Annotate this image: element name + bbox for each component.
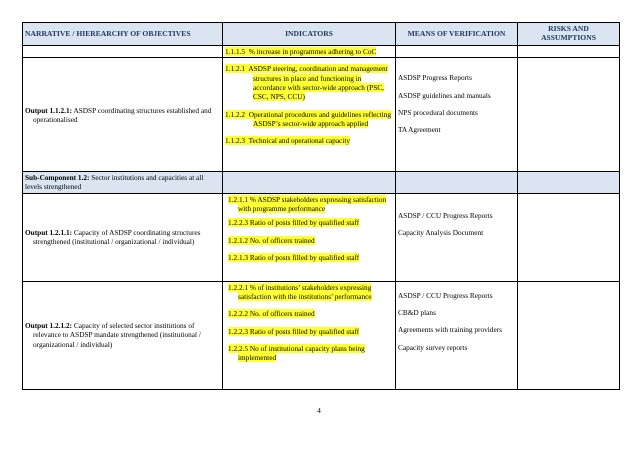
indicator-item: 1.2.2.5 No of institutional capacity plans being implemented	[228, 343, 365, 363]
indicator-item: 1.1.1.5 % increase in programmes adhering to CoC	[225, 47, 377, 56]
indicator-item: 1.1.2.2 Operational procedures and guidelines reflecting ASDSP’s sector-wide approach applied	[225, 109, 391, 128]
means-item: Capacity Analysis Document	[398, 227, 484, 237]
page-number: 4	[317, 406, 321, 415]
means-item: ASDSP guidelines and manuals	[398, 90, 491, 100]
indicator-item: 1.2.2.2 No. of officers trained	[228, 309, 315, 319]
output-text: Output 1.2.1.1: Capacity of ASDSP coordinating structures strengthened (institutional / organizational / individual)	[25, 227, 201, 247]
narrative-cell	[23, 281, 223, 389]
means-item: CB&D plans	[398, 307, 436, 317]
means-cell	[396, 46, 518, 58]
subcomponent-cell: Sub-Component 1.2: Sector institutions and capacities at all levels strengthened	[23, 172, 223, 193]
means-cell	[396, 193, 518, 281]
means-item: TA Agreement	[398, 125, 441, 135]
table-row	[23, 193, 620, 281]
indicator-item: 1.2.2.3 Ratio of posts filled by qualified staff	[228, 326, 360, 336]
indicators-cell	[223, 46, 396, 58]
risks-cell	[518, 193, 620, 281]
indicator-item: 1.2.1.2 No. of officers trained	[228, 235, 315, 245]
means-item: ASDSP Progress Reports	[398, 73, 472, 83]
indicators-cell	[223, 281, 396, 389]
header-narrative: NARRATIVE / HIEREARCHY OF OBJECTIVES	[23, 23, 223, 46]
header-indicators: INDICATORS	[223, 23, 396, 46]
indicator-item: 1.1.2.3 Technical and operational capacity	[225, 136, 350, 146]
indicator-item: 1.2.1.1 % ASDSP stakeholders expressing satisfaction with programme performance	[228, 194, 387, 213]
logframe-table	[22, 22, 620, 390]
means-item: ASDSP / CCU Progress Reports	[398, 290, 493, 300]
means-cell	[396, 281, 518, 389]
document-page	[22, 22, 619, 390]
header-risks: RISKS AND ASSUMPTIONS	[518, 23, 620, 46]
risks-cell	[518, 46, 620, 58]
narrative-cell	[23, 46, 223, 58]
risks-cell	[518, 281, 620, 389]
means-item: ASDSP / CCU Progress Reports	[398, 210, 493, 220]
indicator-item: 1.1.2.1 ASDSP steering, coordination and management structures in place and functioning in accordance with sector-wide approach (PSC, CSC, NPS, CCU)	[225, 64, 388, 102]
header-row	[23, 23, 620, 46]
table-row	[23, 46, 620, 58]
subcomponent-row	[23, 172, 620, 193]
indicator-item: 1.2.2.1 % of institutions’ stakeholders expressing satisfaction with the institutions’ performance	[228, 282, 372, 301]
table-row	[23, 58, 620, 172]
indicators-cell	[223, 58, 396, 172]
means-item: NPS procedural documents	[398, 107, 478, 117]
table-row	[23, 281, 620, 389]
means-item: Agreements with training providers	[398, 325, 502, 335]
indicator-item: 1.2.1.3 Ratio of posts filled by qualified staff	[228, 252, 360, 262]
narrative-cell	[23, 58, 223, 172]
indicators-cell	[223, 193, 396, 281]
means-cell	[396, 58, 518, 172]
indicator-item: 1.2.2.3 Ratio of posts filled by qualified staff	[228, 218, 360, 228]
narrative-cell	[23, 193, 223, 281]
means-item: Capacity survey reports	[398, 342, 468, 352]
output-text: Output 1.2.1.2: Capacity of selected sector institutions of relevance to ASDSP mandate strengthened (institutional / organizational / individual)	[25, 321, 201, 349]
risks-cell	[518, 58, 620, 172]
output-text: Output 1.1.2.1: ASDSP coordinating structures established and operationalised	[25, 105, 212, 124]
header-means: MEANS OF VERIFICATION	[396, 23, 518, 46]
